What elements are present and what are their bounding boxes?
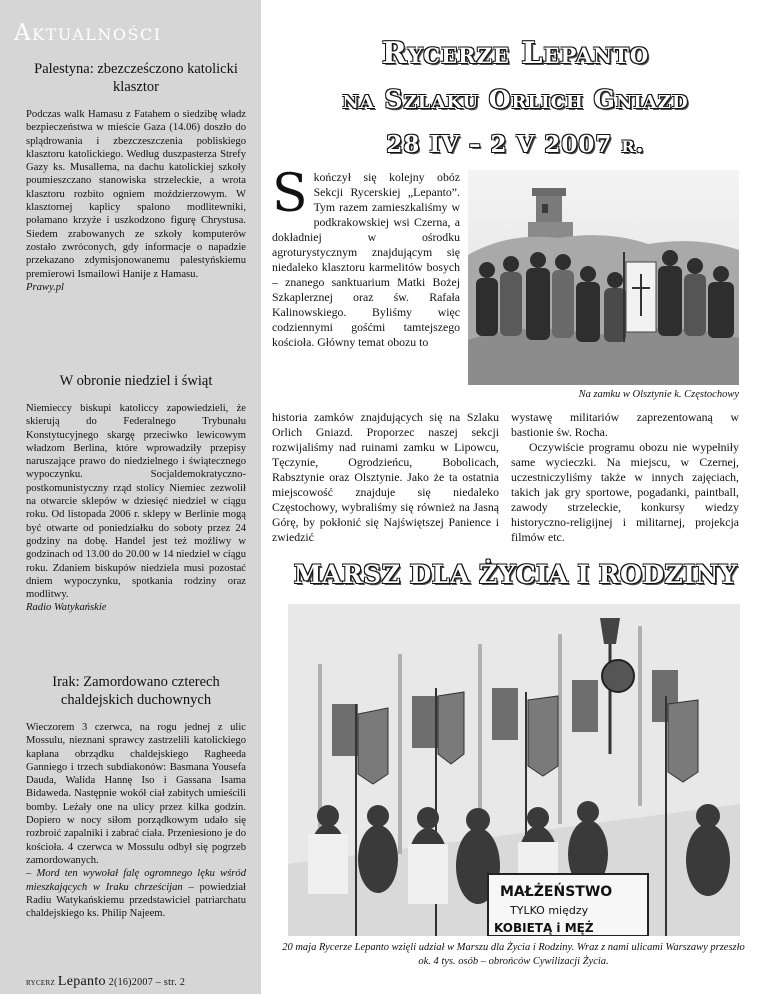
march-photo xyxy=(288,604,740,936)
news-title: Irak: Zamordowano czterech chaldejskich duchownych xyxy=(52,674,220,708)
banner-text-line3: KOBIETĄ i MĘŻ xyxy=(494,921,594,935)
march-section-title: MARSZ DLA ŻYCIA I RODZINY xyxy=(293,560,738,589)
article-title: Rycerze Lepanto xyxy=(381,36,650,71)
news-source: Prawy.pl xyxy=(26,281,64,293)
castle-photo-caption: Na zamku w Olsztynie k. Częstochowy xyxy=(578,389,739,400)
drop-cap: S xyxy=(272,164,308,224)
news-source: Radio Watykańskie xyxy=(26,602,107,614)
article-lead: Skończył się kolejny obóz Sekcji Rycerskiej „Lepanto”. Tym razem zamieszkaliśmy w podkrakowskiej wsi Czerna, a dokładniej w ośrodku agroturystycznym znajdującym się niedaleko klasztoru karmelitów bosych – znanego sanktuarium Matki Bożej Szkaplerznej oraz św. Rafała Kalinowskiego. Byliśmy więc codziennymi gośćmi tamtejszego kościoła. Główny temat obozu to xyxy=(272,164,460,349)
page-footer: rycerz Lepanto 2(16)2007 – str. 2 xyxy=(26,974,186,989)
news-title: Palestyna: zbezcześczono katolicki klasztor xyxy=(34,61,238,95)
article-subtitle: na Szlaku Orlich Gniazd xyxy=(342,85,689,114)
news-body: Wieczorem 3 czerwca, na rogu jednej z ulic Mossulu, nieznani sprawcy zastrzelili katolickiego kapłana obrządku chaldejskiego Ragheeda Ganniego i trzech subdiakonów: Basmana Yousefa Dauda, Walida Hannę Iso i Gassana Isama Bidaweda. Następnie wokół ciał zabitych umieścili bomby. Leżały one na ulicy przez kilka godzin. Dopiero w nocy siłom porządkowym udało się rozbroić zapalniki i zabrać ciała. Przeniesiono je do kościoła. 4 czerwca w Mossulu odbył się pogrzeb zamordowanych. – Mord ten wywołał falę ogromnego lęku wśród mieszkających w Iraku chrześcijan – powiedział Radiu Watykańskiemu przedstawiciel patriarchatu chaldejskiego ks. Philip Najeem. xyxy=(26,722,246,920)
article-right-column: wystawę militariów zaprezentowaną w bastionie św. Rocha. Oczywiście programu obozu nie wypełniły same wycieczki. Na miejscu, w Czernej, uczestniczyliśmy także w innych zajęciach, takich jak gry sportowe, pogadanki, paintball, zawody strzeleckie, konkursy wiedzy historyczno-religijnej i militarnej, projekcja filmów etc. xyxy=(511,410,739,544)
banner-text-line1: MAŁŻEŃSTWO xyxy=(500,884,613,900)
sidebar-heading: Aktualności xyxy=(14,20,162,46)
banner-text-line2: TYLKO między xyxy=(510,904,589,917)
news-item-sundays xyxy=(26,372,246,615)
march-photo-image xyxy=(288,604,740,936)
castle-photo-image xyxy=(468,170,739,385)
news-item-iraq xyxy=(26,673,246,920)
march-photo-caption: 20 maja Rycerze Lepanto wzięli udział w Marszu dla Życia i Rodziny. Wraz z nami ulicami Warszawy przeszło ok. 4 tys. osób – obrońców Cywilizacji Życia. xyxy=(282,942,745,967)
article-dates: 28 IV – 2 V 2007 r. xyxy=(386,131,645,158)
news-item-palestine xyxy=(26,60,246,294)
news-body: Niemieccy biskupi katoliccy zapowiedzieli, że skierują do Federalnego Trybunału Konstytucyjnego skargę przeciwko lewicowym władzom Berlina, które wprowadziły przepisy naruszające prawo do niedzielnego i świątecznego wypoczynku. Socjaldemokratyczno-postkomunistyczny rząd stolicy Niemiec zezwolił na otwarcie sklepów w dziesięć niedziel w ciągu roku. Od listopada 2006 r. sklepy w Berlinie mogą być otwarte od poniedziałku do soboty przez 24 godziny na dobę. Handel jest też możliwy w godzinach od 13.00 do 20.00 w 14 niedziel w ciągu roku. Zdaniem biskupów niedziela musi pozostać dniem wypoczynku, spotkania rodziny oraz modlitwy. Radio Watykańskie xyxy=(26,403,246,614)
news-title: W obronie niedziel i świąt xyxy=(59,373,213,389)
news-quote: – Mord ten wywołał falę ogromnego lęku wśród mieszkających w Iraku chrześcijan xyxy=(26,868,246,893)
castle-group-photo xyxy=(468,170,739,385)
news-body: Podczas walk Hamasu z Fatahem o siedzibę władz bezpieczeństwa w mieście Gaza (14.06) doszło do splądrowania i zbezczeszczenia pobliskiego klasztoru katolickiego. Według duszpasterza Strefy Gazy ks. Musallema, na dachu katolickiej szkoły poumieszczano stanowiska strzeleckie, a wrota klasztoru rozbito ogniem moździerzowym. W klasztornej kaplicy spalono modlitewniki, połamano krzyże i uszkodzono figurę Chrystusa. Siedem zrabowanych ze szkoły komputerów zostało zwróconych, gdy informacje o napadzie przekazano zdymisjonowanemu palestyńskiemu premierowi Ismailowi Hanije z Hamasu. Prawy.pl xyxy=(26,109,246,293)
article-continuation: historia zamków znajdujących się na Szlaku Orlich Gniazd. Proporzec naszej sekcji rozwijaliśmy nad ruinami zamku w Lipowcu, Tęczynie, Ogrodzieńcu, Bobolicach, Rabsztynie oraz Olsztynie. Jako że ta ostatnia miejscowość znajduje się niedaleko Częstochowy, wybraliśmy się również na Jasną Górę, by pokłonić się Najświętszej Panience i zwiedzić xyxy=(272,410,499,544)
news-sidebar xyxy=(0,0,261,994)
